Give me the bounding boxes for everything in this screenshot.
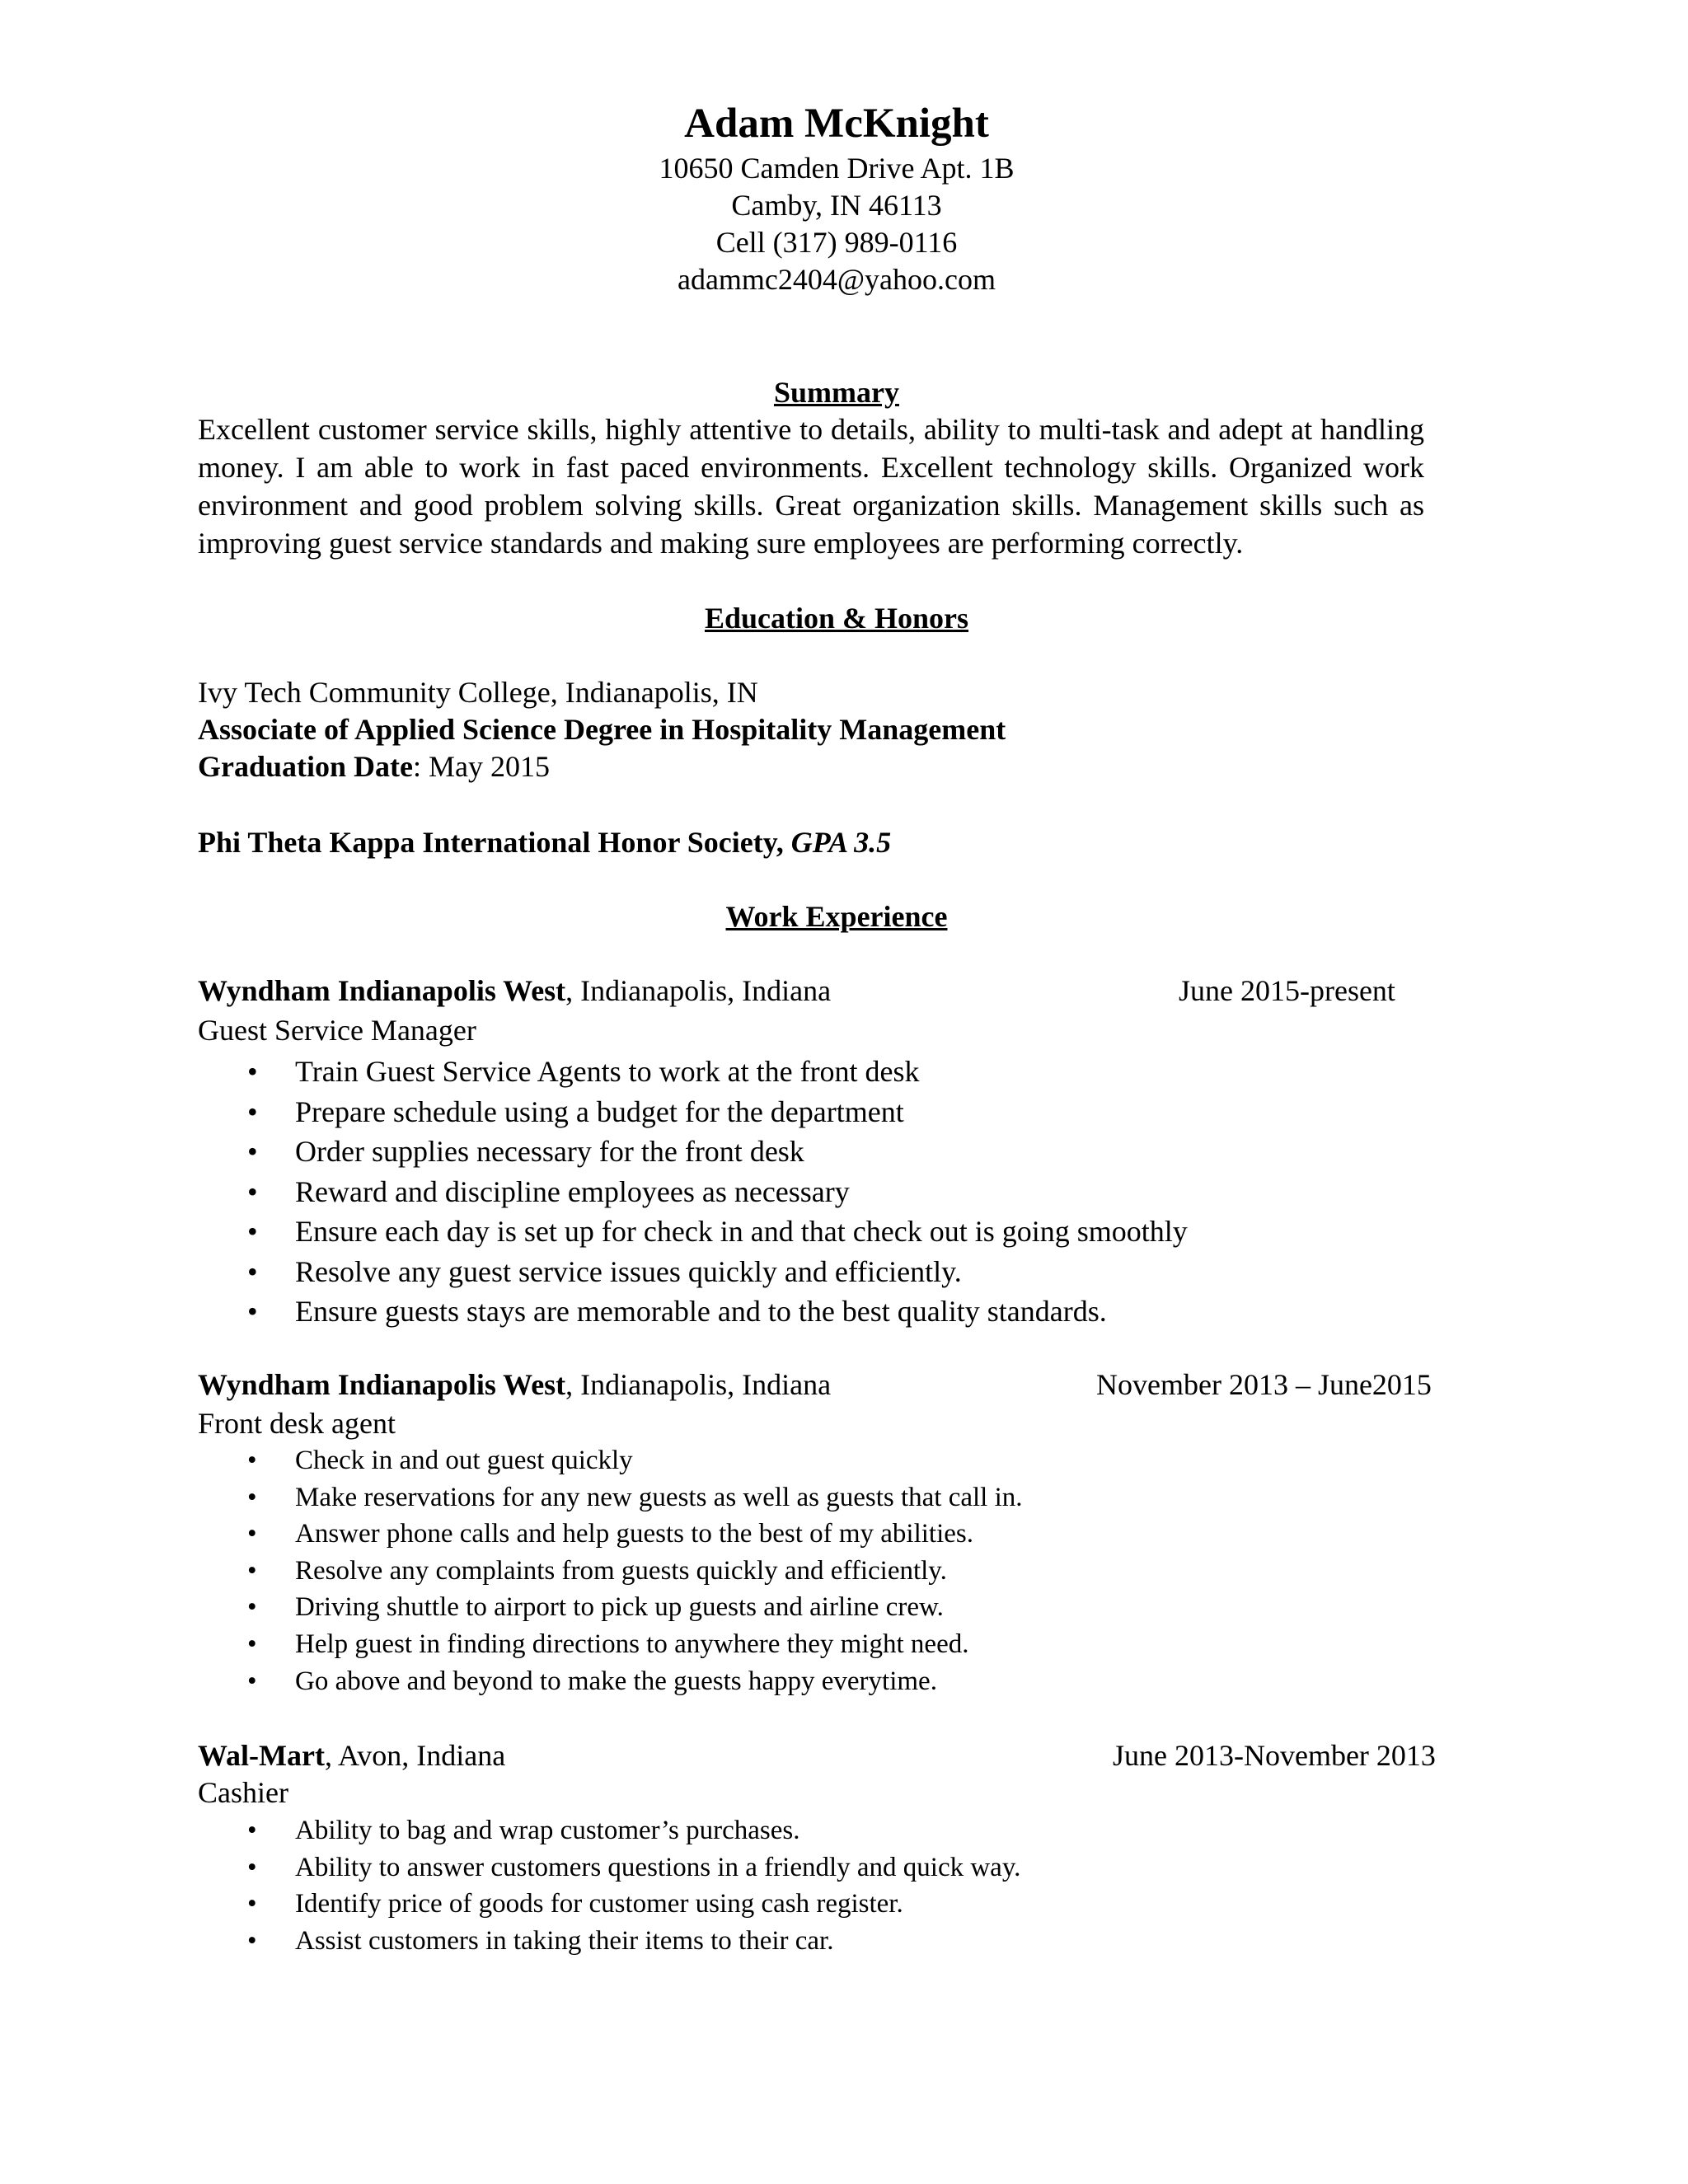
list-item: • Make reservations for any new guests as well as guests that call in. <box>0 1479 1023 1516</box>
list-item: • Reward and discipline employees as necessary <box>0 1172 1188 1212</box>
list-item: • Resolve any complaints from guests quickly and efficiently. <box>0 1553 1023 1590</box>
list-item: • Ensure guests stays are memorable and to the best quality standards. <box>0 1291 1188 1332</box>
list-item: • Assist customers in taking their items to their car. <box>0 1923 1020 1960</box>
job-3-bullet-list <box>0 1812 1020 1959</box>
bullet-icon: • <box>247 1519 257 1549</box>
bullet-icon: • <box>247 1482 257 1512</box>
bullet-icon: • <box>247 1094 258 1128</box>
job-3-employer-line <box>198 1737 505 1774</box>
list-item: • Ability to bag and wrap customer’s purchases. <box>0 1812 1020 1849</box>
list-item: • Help guest in finding directions to anywhere they might need. <box>0 1626 1023 1663</box>
bullet-icon: • <box>247 1055 258 1088</box>
job-2-bullet-list <box>0 1442 1023 1699</box>
bullet-icon: • <box>247 1254 258 1288</box>
school-name: Ivy Tech Community College, Indianapolis, IN <box>198 676 758 709</box>
list-item: • Identify price of goods for customer using cash register. <box>0 1886 1020 1923</box>
job-1-employer: Wyndham Indianapolis West <box>198 974 566 1007</box>
degree-name: Associate of Applied Science Degree in Hospitality Management <box>198 713 1006 746</box>
job-3-dates: June 2013-November 2013 <box>1113 1739 1436 1772</box>
resume-header <box>0 97 1673 298</box>
list-item: • Ability to answer customers questions in a friendly and quick way. <box>0 1849 1020 1886</box>
summary-text: Excellent customer service skills, highly attentive to details, ability to multi-task and adept at handling money. I am able to work in fast paced environments. Excellent technology skills. Organized work environment and good problem solving skills. Great organization skills. Management skills such as improving guest service standards and making sure employees are performing correctly. <box>198 413 1424 560</box>
job-2-location: , Indianapolis, Indiana <box>565 1368 832 1401</box>
bullet-icon: • <box>247 1446 257 1475</box>
bullet-icon: • <box>247 1852 257 1882</box>
education-heading: Education & Honors <box>704 602 969 635</box>
bullet-icon: • <box>247 1135 258 1168</box>
address-line-2: Camby, IN 46113 <box>731 189 942 222</box>
list-item: • Resolve any guest service issues quickly and efficiently. <box>0 1252 1188 1292</box>
address-line-1: 10650 Camden Drive Apt. 1B <box>659 152 1015 185</box>
job-2-employer-line <box>198 1366 831 1403</box>
bullet-icon: • <box>247 1889 257 1919</box>
job-3-employer: Wal-Mart <box>198 1739 325 1772</box>
bullet-icon: • <box>247 1215 258 1248</box>
list-item: • Go above and beyond to make the guests happy everytime. <box>0 1663 1023 1700</box>
bullet-icon: • <box>247 1629 257 1659</box>
job-3-location: , Avon, Indiana <box>324 1739 506 1772</box>
graduation-date <box>198 748 550 785</box>
job-2-employer: Wyndham Indianapolis West <box>198 1368 566 1401</box>
list-item: • Driving shuttle to airport to pick up guests and airline crew. <box>0 1589 1023 1626</box>
bullet-icon: • <box>247 1174 258 1208</box>
graduation-label: Graduation Date <box>198 750 413 783</box>
job-1-employer-line <box>198 972 831 1009</box>
phone-number: Cell (317) 989-0116 <box>715 226 958 259</box>
list-item: • Answer phone calls and help guests to the best of my abilities. <box>0 1516 1023 1553</box>
list-item: • Order supplies necessary for the front desk <box>0 1132 1188 1172</box>
job-1-dates: June 2015-present <box>1179 974 1395 1007</box>
list-item: • Check in and out guest quickly <box>0 1442 1023 1479</box>
bullet-icon: • <box>247 1555 257 1586</box>
list-item: • Ensure each day is set up for check in and that check out is going smoothly <box>0 1212 1188 1252</box>
job-2-title: Front desk agent <box>198 1407 396 1440</box>
job-3-title: Cashier <box>198 1776 288 1809</box>
list-item: • Prepare schedule using a budget for the department <box>0 1092 1188 1132</box>
honor-gpa: GPA 3.5 <box>790 826 892 859</box>
graduation-value: : May 2015 <box>413 750 550 783</box>
honor-name: Phi Theta Kappa International Honor Society, <box>198 826 791 859</box>
job-1-bullet-list <box>0 1052 1188 1332</box>
list-item: • Train Guest Service Agents to work at the front desk <box>0 1052 1188 1092</box>
job-1-location: , Indianapolis, Indiana <box>565 974 832 1007</box>
email-address: adammc2404@yahoo.com <box>677 263 996 296</box>
work-experience-heading: Work Experience <box>725 900 948 933</box>
bullet-icon: • <box>247 1816 257 1845</box>
job-2-dates: November 2013 – June2015 <box>1096 1368 1432 1401</box>
job-1-title: Guest Service Manager <box>198 1014 476 1047</box>
bullet-icon: • <box>247 1592 257 1623</box>
applicant-name: Adam McKnight <box>684 101 989 147</box>
bullet-icon: • <box>247 1925 257 1956</box>
bullet-icon: • <box>247 1666 257 1696</box>
bullet-icon: • <box>247 1295 258 1328</box>
honor-society <box>198 824 891 860</box>
summary-heading: Summary <box>774 376 899 409</box>
